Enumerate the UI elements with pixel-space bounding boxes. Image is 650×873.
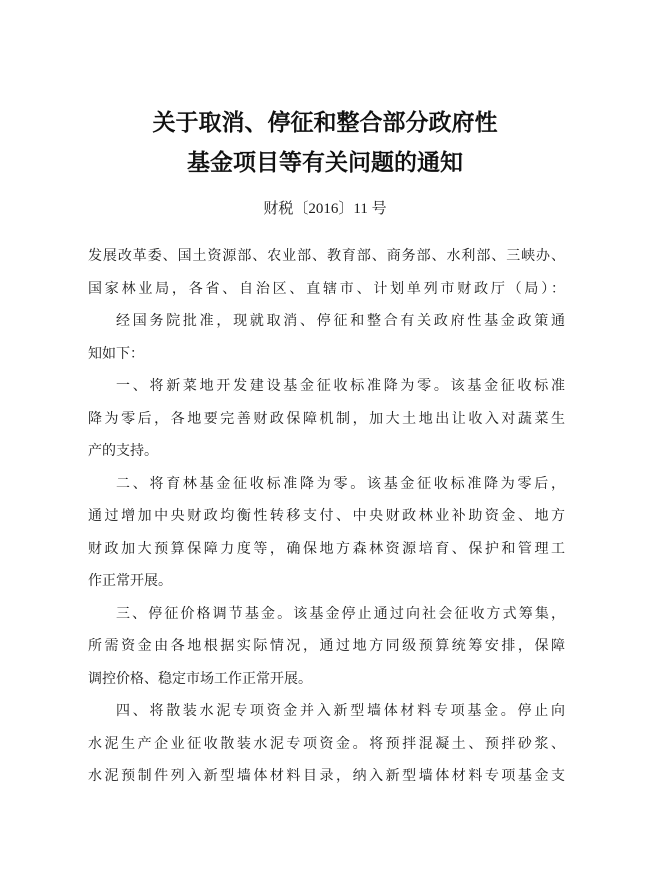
body-line: 经国务院批准，现就取消、停征和整合有关政府性基金政策通 [116, 314, 565, 329]
body-line: 水泥预制件列入新型墙体材料目录，纳入新型墙体材料专项基金支 [88, 769, 565, 784]
document-title-line-2: 基金项目等有关问题的通知 [187, 150, 463, 175]
body-line: 四、将散装水泥专项资金并入新型墙体材料专项基金。停止向 [116, 704, 565, 719]
paragraph [88, 599, 565, 697]
paragraph [88, 696, 565, 794]
document-body [88, 241, 565, 794]
body-line: 财政加大预算保障力度等，确保地方森林资源培育、保护和管理工 [88, 541, 565, 557]
body-line: 二、将育林基金征收标准降为零。该基金征收标准降为零后， [116, 476, 565, 492]
paragraph [88, 469, 565, 599]
body-line: 知如下： [88, 346, 144, 362]
document-number: 财税〔2016〕11 号 [263, 201, 387, 217]
body-line: 水泥生产企业征收散装水泥专项资金。将预拌混凝土、预拌砂浆、 [88, 736, 565, 752]
body-line: 通过增加中央财政均衡性转移支付、中央财政林业补助资金、地方 [88, 509, 565, 524]
body-line: 发展改革委、国土资源部、农业部、教育部、商务部、水利部、三峡办、 [88, 249, 565, 264]
body-line: 调控价格、稳定市场工作正常开展。 [88, 671, 312, 687]
body-line: 三、停征价格调节基金。该基金停止通过向社会征收方式筹集， [116, 606, 565, 622]
body-line: 产的支持。 [88, 444, 158, 459]
body-line: 作正常开展。 [88, 574, 172, 589]
paragraph [88, 371, 565, 469]
body-line: 一、将新菜地开发建设基金征收标准降为零。该基金征收标准 [116, 379, 565, 394]
document-title [60, 103, 590, 183]
paragraph [88, 241, 565, 306]
body-line: 降为零后，各地要完善财政保障机制，加大土地出让收入对蔬菜生 [88, 411, 565, 427]
body-line: 所需资金由各地根据实际情况，通过地方同级预算统筹安排，保障 [88, 639, 565, 654]
document-title-line-1: 关于取消、停征和整合部分政府性 [152, 110, 498, 135]
paragraph [88, 306, 565, 371]
body-line: 国家林业局，各省、自治区、直辖市、计划单列市财政厅（局）： [88, 281, 565, 297]
